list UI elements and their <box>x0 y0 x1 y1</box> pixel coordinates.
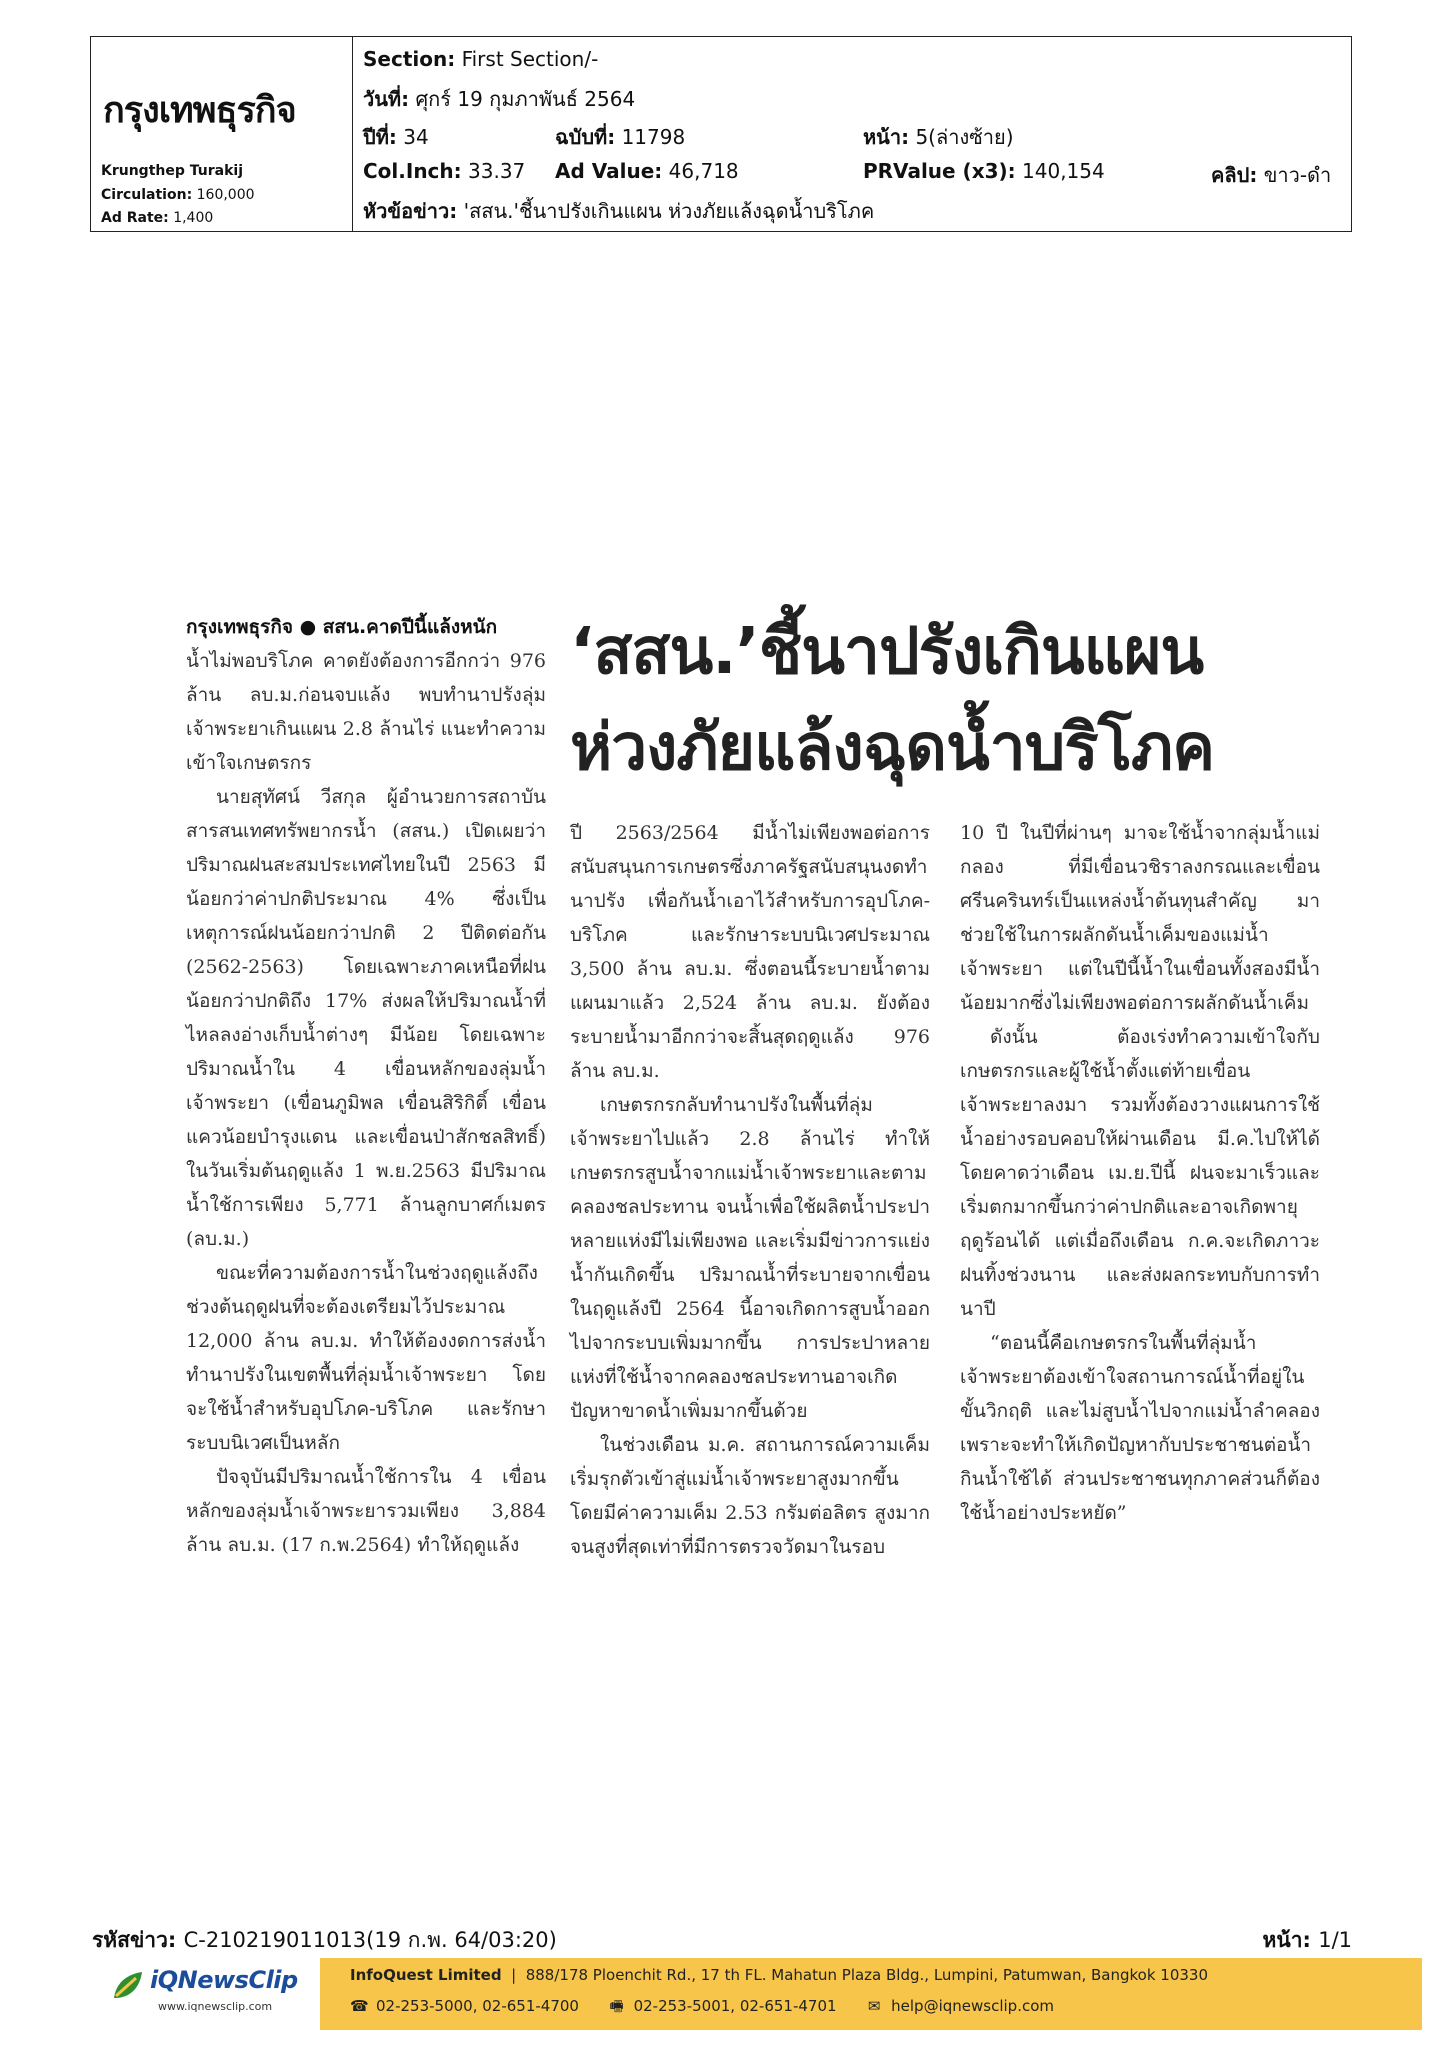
logo-text: iQNewsClip <box>150 1966 298 1994</box>
paragraph: ปัจจุบันมีปริมาณน้ำใช้การใน 4 เขื่อนหลักของลุ่มน้ำเจ้าพระยารวมเพียง 3,884 ล้าน ลบ.ม. (17 ก.พ.2564) ทำให้ฤดูแล้ง <box>186 1466 546 1556</box>
date-row: วันที่: ศุกร์ 19 กุมภาพันธ์ 2564 <box>363 87 636 111</box>
year-field: ปีที่: 34 <box>363 125 429 149</box>
paragraph: ขณะที่ความต้องการน้ำในช่วงฤดูแล้งถึงช่วงต้นฤดูฝนที่จะต้องเตรียมไว้ประมาณ 12,000 ล้าน ลบ.ม. ทำให้ต้องงดการส่งน้ำทำนาปรังในเขตพื้นที่ลุ่มน้ำเจ้าพระยา โดยจะใช้น้ำสำหรับอุปโภค-บริโภค และรักษาระบบนิเวศเป็นหลัก <box>186 1262 546 1454</box>
fax-number: 02-253-5001, 02-651-4701 <box>633 1997 837 2015</box>
clip-header <box>90 36 1352 232</box>
company-address: InfoQuest Limited | 888/178 Ploenchit Rd., 17 th FL. Mahatun Plaza Bldg., Lumpini, Patumwan, Bangkok 10330 <box>350 1966 1209 1984</box>
paragraph: นายสุทัศน์ วีสกุล ผู้อำนวยการสถาบันสารสนเทศทรัพยากรน้ำ (สสน.) เปิดเผยว่าปริมาณฝนสะสมประเทศไทยในปี 2563 มีน้อยกว่าค่าปกติประมาณ 4% ซึ่งเป็นเหตุการณ์ฝนน้อยกว่าปกติ 2 ปีติดต่อกัน (2562-2563) โดยเฉพาะภาคเหนือที่ฝนน้อยกว่าปกติถึง 17% ส่งผลให้ปริมาณน้ำที่ไหลลงอ่างเก็บน้ำต่างๆ มีน้อย โดยเฉพาะปริมาณน้ำใน 4 เขื่อนหลักของลุ่มน้ำเจ้าพระยา (เขื่อนภูมิพล เขื่อนสิริกิติ์ เขื่อนแควน้อยบำรุงแดน และเขื่อนป่าสักชลสิทธิ์) ในวันเริ่มต้นฤดูแล้ง 1 พ.ย.2563 มีปริมาณน้ำใช้การเพียง 5,771 ล้านลูกบาศก์เมตร (ลบ.ม.) <box>186 786 546 1250</box>
paragraph: ดังนั้น ต้องเร่งทำความเข้าใจกับเกษตรกรและผู้ใช้น้ำตั้งแต่ท้ายเขื่อนเจ้าพระยาลงมา รวมทั้งต้องวางแผนการใช้น้ำอย่างรอบคอบให้ผ่านเดือน มี.ค.ไปให้ได้ โดยคาดว่าเดือน เม.ย.ปีนี้ ฝนจะมาเร็วและเริ่มตกมากขึ้นกว่าค่าปกติและอาจเกิดพายุฤดูร้อนได้ แต่เมื่อถึงเดือน ก.ค.จะเกิดภาวะฝนทิ้งช่วงนาน และส่งผลกระทบกับการทำนาปี <box>960 1026 1320 1320</box>
logo-url[interactable]: www.iqnewsclip.com <box>158 2000 273 2013</box>
phone-icon: ☎ <box>350 1997 369 2015</box>
page-field: หน้า: 5(ล่างซ้าย) <box>863 125 1014 149</box>
headline-row: หัวข้อข่าว: 'สสน.'ชี้นาปรังเกินแผน ห่วงภัยแล้งฉุดน้ำบริโภค <box>363 199 875 223</box>
headline-line-1: ‘สสน.’ชี้นาปรังเกินแผน <box>570 615 1204 689</box>
article-column-2 <box>570 816 930 1564</box>
clip-type-field: คลิป: ขาว-ดำ <box>1211 163 1332 187</box>
clip-id: รหัสข่าว: C-210219011013(19 ก.พ. 64/03:20) <box>92 1928 557 1952</box>
paragraph: 10 ปี ในปีที่ผ่านๆ มาจะใช้น้ำจากลุ่มน้ำแม่กลอง ที่มีเขื่อนวชิราลงกรณและเขื่อนศรีนครินทร์เป็นแหล่งน้ำต้นทุนสำคัญ มาช่วยใช้ในการผลักดันน้ำเค็มของแม่น้ำเจ้าพระยา แต่ในปีนี้น้ำในเขื่อนทั้งสองมีน้ำน้อยมากซึ่งไม่เพียงพอต่อการผลักดันน้ำเค็ม <box>960 822 1320 1014</box>
issue-field: ฉบับที่: 11798 <box>555 125 686 149</box>
circulation: Circulation: 160,000 <box>101 187 255 203</box>
advalue-field: Ad Value: 46,718 <box>555 159 739 183</box>
prvalue-field: PRValue (x3): 140,154 <box>863 159 1105 183</box>
ad-rate: Ad Rate: 1,400 <box>101 210 214 226</box>
article-column-1 <box>186 610 546 1562</box>
footer-contact-bar <box>320 1958 1422 2030</box>
publication-panel <box>91 37 353 231</box>
paragraph: ในช่วงเดือน ม.ค. สถานการณ์ความเค็มเริ่มรุกตัวเข้าสู่แม่น้ำเจ้าพระยาสูงมากขึ้น โดยมีค่าความเค็ม 2.53 กรัมต่อลิตร สูงมากจนสูงที่สุดเท่าที่มีการตรวจวัดมาในรอบ <box>570 1434 930 1558</box>
iqnewsclip-logo[interactable] <box>110 1960 300 2024</box>
contact-line <box>350 1996 1054 2021</box>
colinch-field: Col.Inch: 33.37 <box>363 159 526 183</box>
email-address[interactable]: help@iqnewsclip.com <box>891 1997 1054 2015</box>
page-number: หน้า: 1/1 <box>1262 1928 1352 1952</box>
paragraph: เกษตรกรกลับทำนาปรังในพื้นที่ลุ่มเจ้าพระยาไปแล้ว 2.8 ล้านไร่ ทำให้เกษตรกรสูบน้ำจากแม่น้ำเจ้าพระยาและตามคลองชลประทาน จนน้ำเพื่อใช้ผลิตน้ำประปาหลายแห่งมีไม่เพียงพอ และเริ่มมีข่าวการแย่งน้ำกันเกิดขึ้น ปริมาณน้ำที่ระบายจากเขื่อนในฤดูแล้งปี 2564 นี้อาจเกิดการสูบน้ำออกไปจากระบบเพิ่มมากขึ้น การประปาหลายแห่งที่ใช้น้ำจากคลองชลประทานอาจเกิดปัญหาขาดน้ำเพิ่มมากขึ้นด้วย <box>570 1094 930 1422</box>
article-headline <box>570 604 1330 796</box>
publication-name: Krungthep Turakij <box>101 163 243 179</box>
paragraph: น้ำไม่พอบริโภค คาดยังต้องการอีกกว่า 976 ล้าน ลบ.ม.ก่อนจบแล้ง พบทำนาปรังลุ่มเจ้าพระยาเกินแผน 2.8 ล้านไร่ แนะทำความเข้าใจเกษตรกร <box>186 650 546 774</box>
paragraph: “ตอนนี้คือเกษตรกรในพื้นที่ลุ่มน้ำเจ้าพระยาต้องเข้าใจสถานการณ์น้ำที่อยู่ในขั้นวิกฤติ และไม่สูบน้ำไปจากแม่น้ำลำคลอง เพราะจะทำให้เกิดปัญหากับประชาชนต่อน้ำกินน้ำใช้ได้ ส่วนประชาชนทุกภาคส่วนก็ต้องใช้น้ำอย่างประหยัด” <box>960 1332 1320 1524</box>
leaf-logo-icon <box>110 1968 146 2004</box>
fax-icon: 🖷 <box>609 1997 624 2015</box>
headline-line-2: ห่วงภัยแล้งฉุดน้ำบริโภค <box>570 711 1214 785</box>
paragraph: ปี 2563/2564 มีน้ำไม่เพียงพอต่อการสนับสนุนการเกษตรซึ่งภาครัฐสนับสนุนงดทำนาปรัง เพื่อกันน้ำเอาไว้สำหรับการอุปโภค-บริโภค และรักษาระบบนิเวศประมาณ 3,500 ล้าน ลบ.ม. ซึ่งตอนนี้ระบายน้ำตามแผนมาแล้ว 2,524 ล้าน ลบ.ม. ยังต้องระบายน้ำมาอีกกว่าจะสิ้นสุดฤดูแล้ง 976 ล้าน ลบ.ม. <box>570 822 930 1082</box>
section-row: Section: First Section/- <box>363 47 599 71</box>
clip-meta-panel <box>363 37 1351 231</box>
article-column-3 <box>960 816 1320 1530</box>
email-icon: ✉ <box>867 1997 881 2015</box>
article-kicker: กรุงเทพธุรกิจ ● สสน.คาดปีนี้แล้งหนัก <box>186 616 498 638</box>
publication-logo: กรุงเทพธุรกิจ <box>103 90 296 131</box>
phone-number[interactable]: 02-253-5000, 02-651-4700 <box>376 1997 579 2015</box>
